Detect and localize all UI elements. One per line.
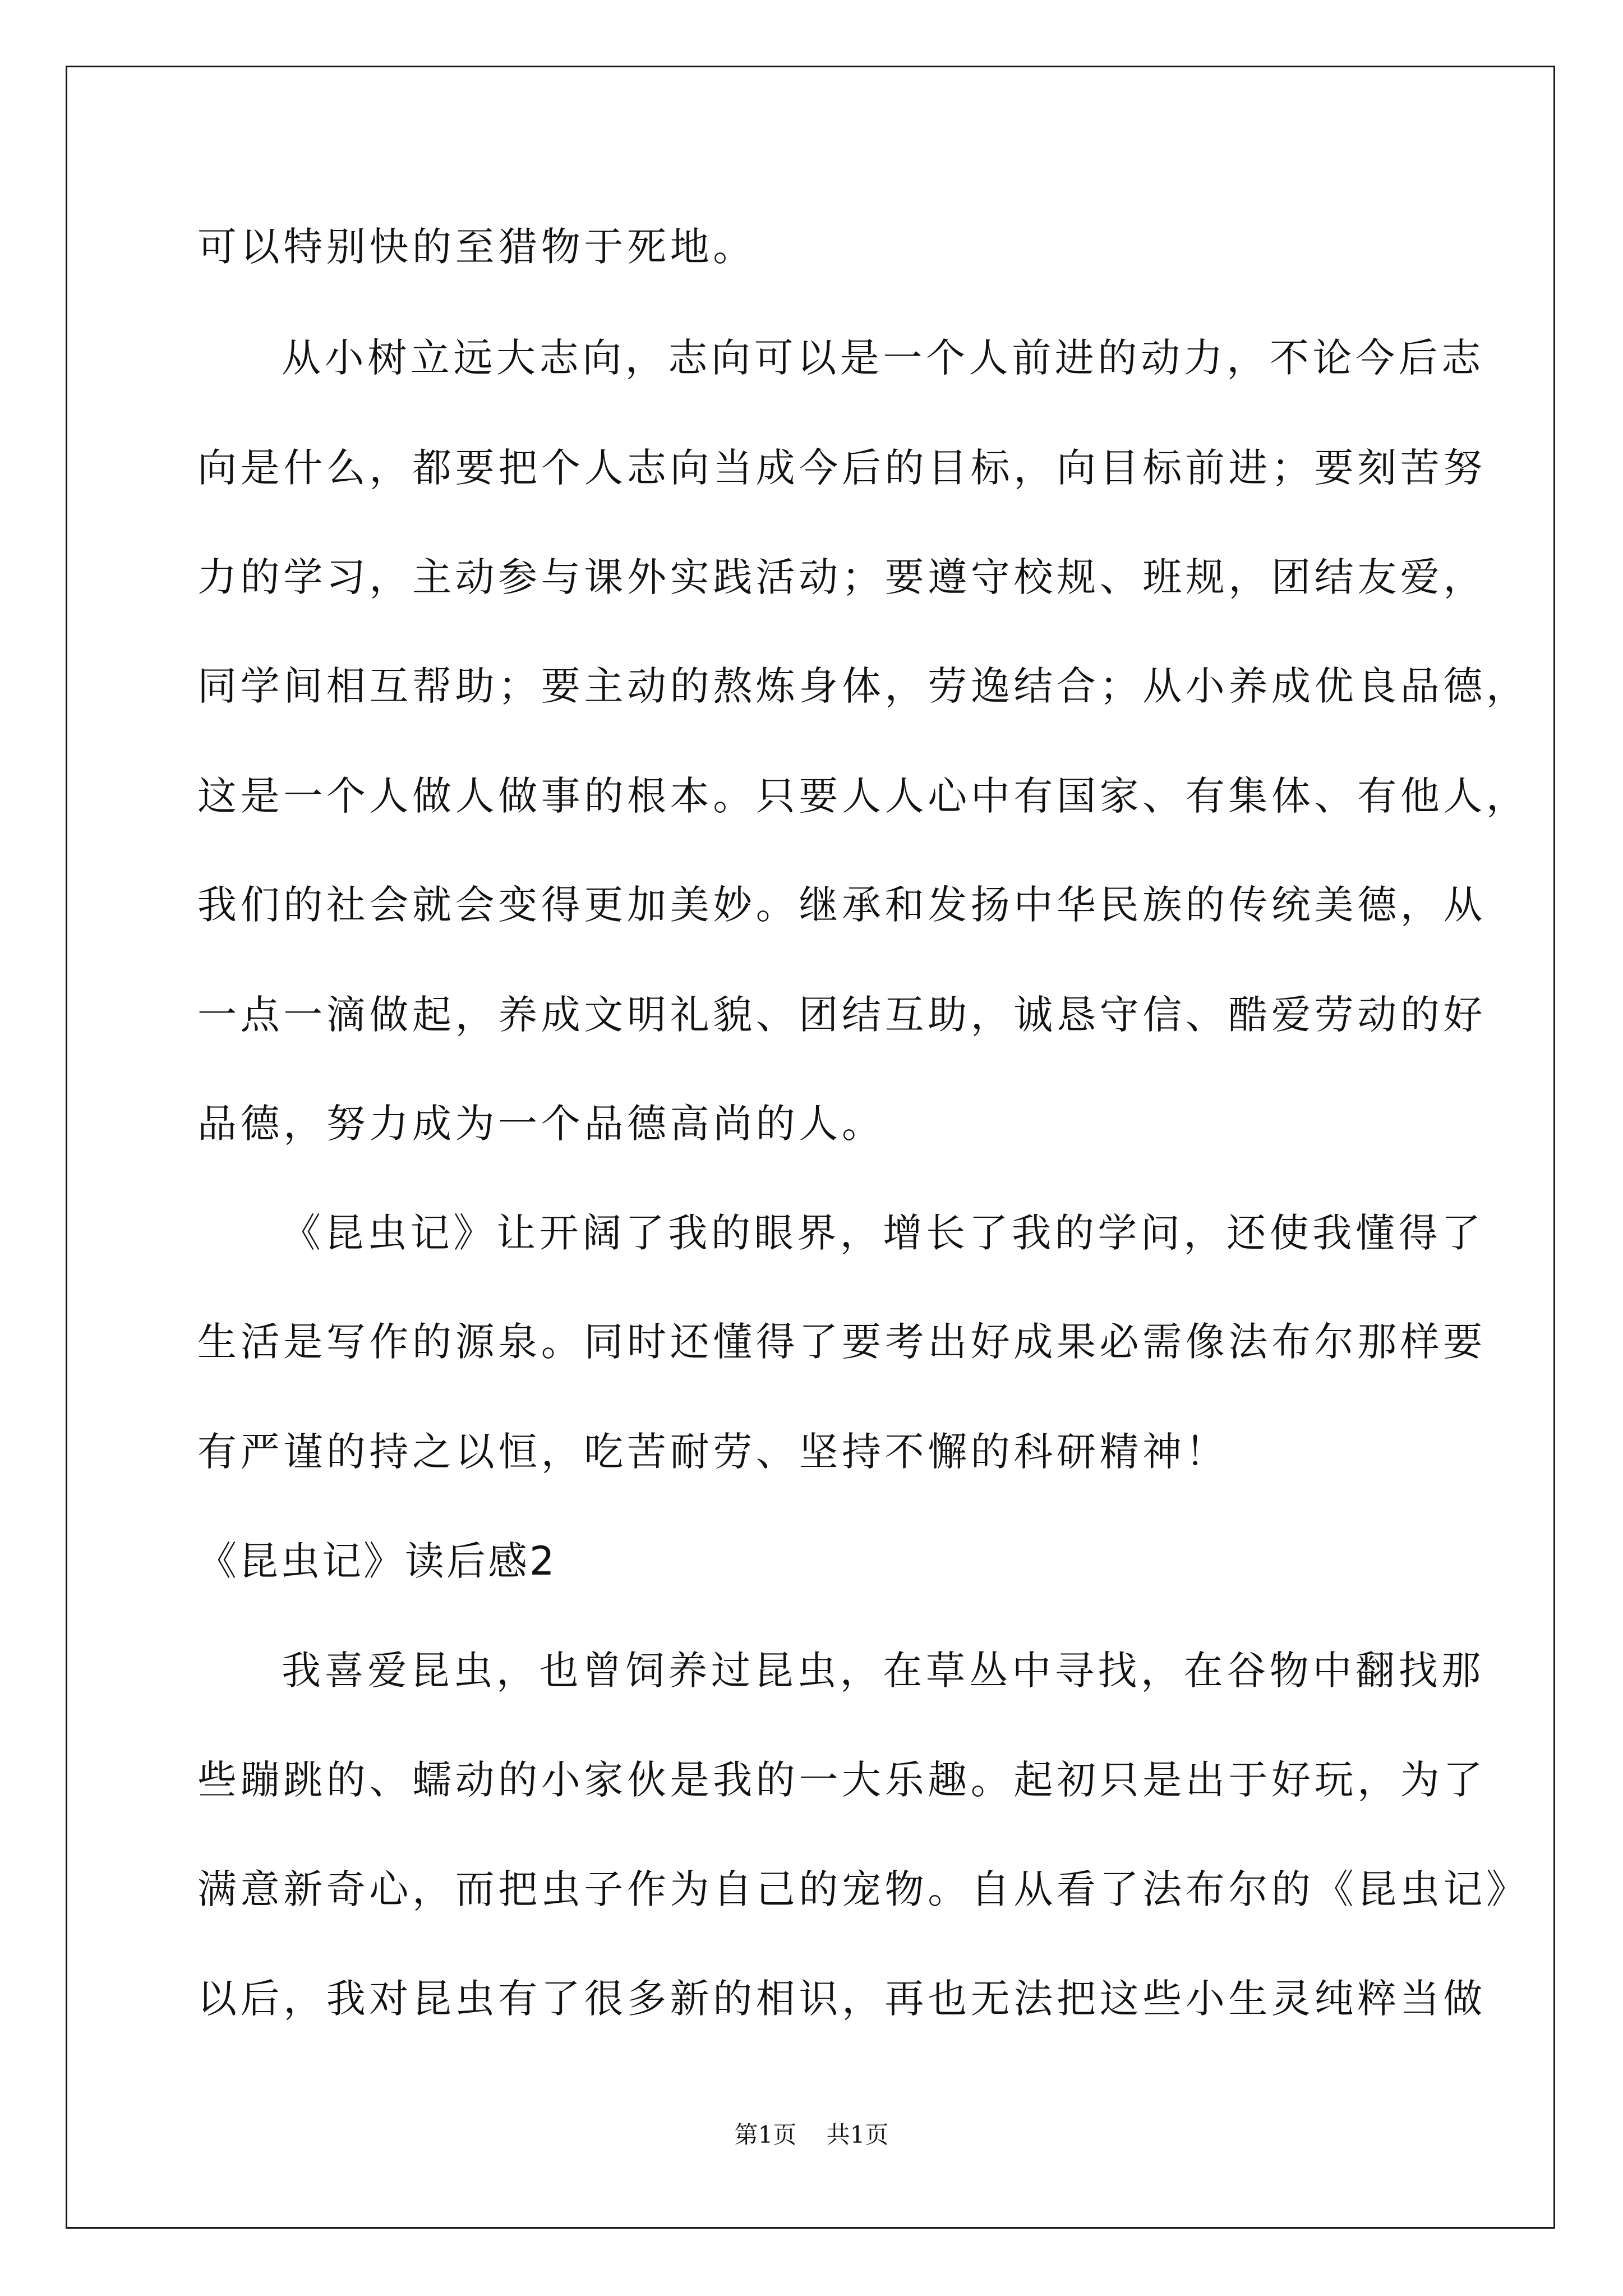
paragraph-first-line: 从小树立远大志向，志向可以是一个人前进的动力，不论今后志	[282, 335, 1484, 381]
text-line: 以后，我对昆虫有了很多新的相识，再也无法把这些小生灵纯粹当做	[197, 1976, 1486, 2022]
paragraph-first-line: 《昆虫记》让开阔了我的眼界，增长了我的学问，还使我懂得了	[282, 1210, 1484, 1256]
text-line: 这是一个人做人做事的根本。只要人人心中有国家、有集体、有他人，	[197, 773, 1529, 819]
text-line: 些蹦跳的、蠕动的小家伙是我的一大乐趣。起初只是出于好玩，为了	[197, 1757, 1486, 1803]
text-line: 力的学习，主动参与课外实践活动；要遵守校规、班规，团结友爱，	[197, 554, 1486, 600]
page-number-footer: 第1页 共1页	[734, 2121, 889, 2148]
text-line: 生活是写作的源泉。同时还懂得了要考出好成果必需像法布尔那样要	[197, 1319, 1486, 1365]
text-line: 同学间相互帮助；要主动的熬炼身体，劳逸结合；从小养成优良品德，	[197, 663, 1529, 709]
text-line: 一点一滴做起，养成文明礼貌、团结互助，诚恳守信、酷爱劳动的好	[197, 992, 1486, 1038]
section-heading: 《昆虫记》读后感2	[197, 1538, 557, 1584]
text-line: 可以特别快的至猎物于死地。	[197, 224, 756, 270]
text-line: 满意新奇心，而把虫子作为自己的宠物。自从看了法布尔的《昆虫记》	[197, 1866, 1529, 1912]
text-line: 我们的社会就会变得更加美妙。继承和发扬中华民族的传统美德，从	[197, 882, 1486, 928]
text-line: 品德，努力成为一个品德高尚的人。	[197, 1101, 885, 1147]
text-line: 有严谨的持之以恒，吃苦耐劳、坚持不懈的科研精神！	[197, 1429, 1229, 1475]
paragraph-first-line: 我喜爱昆虫，也曾饲养过昆虫，在草丛中寻找，在谷物中翻找那	[282, 1648, 1484, 1694]
text-line: 向是什么，都要把个人志向当成今后的目标，向目标前进；要刻苦努	[197, 445, 1486, 491]
